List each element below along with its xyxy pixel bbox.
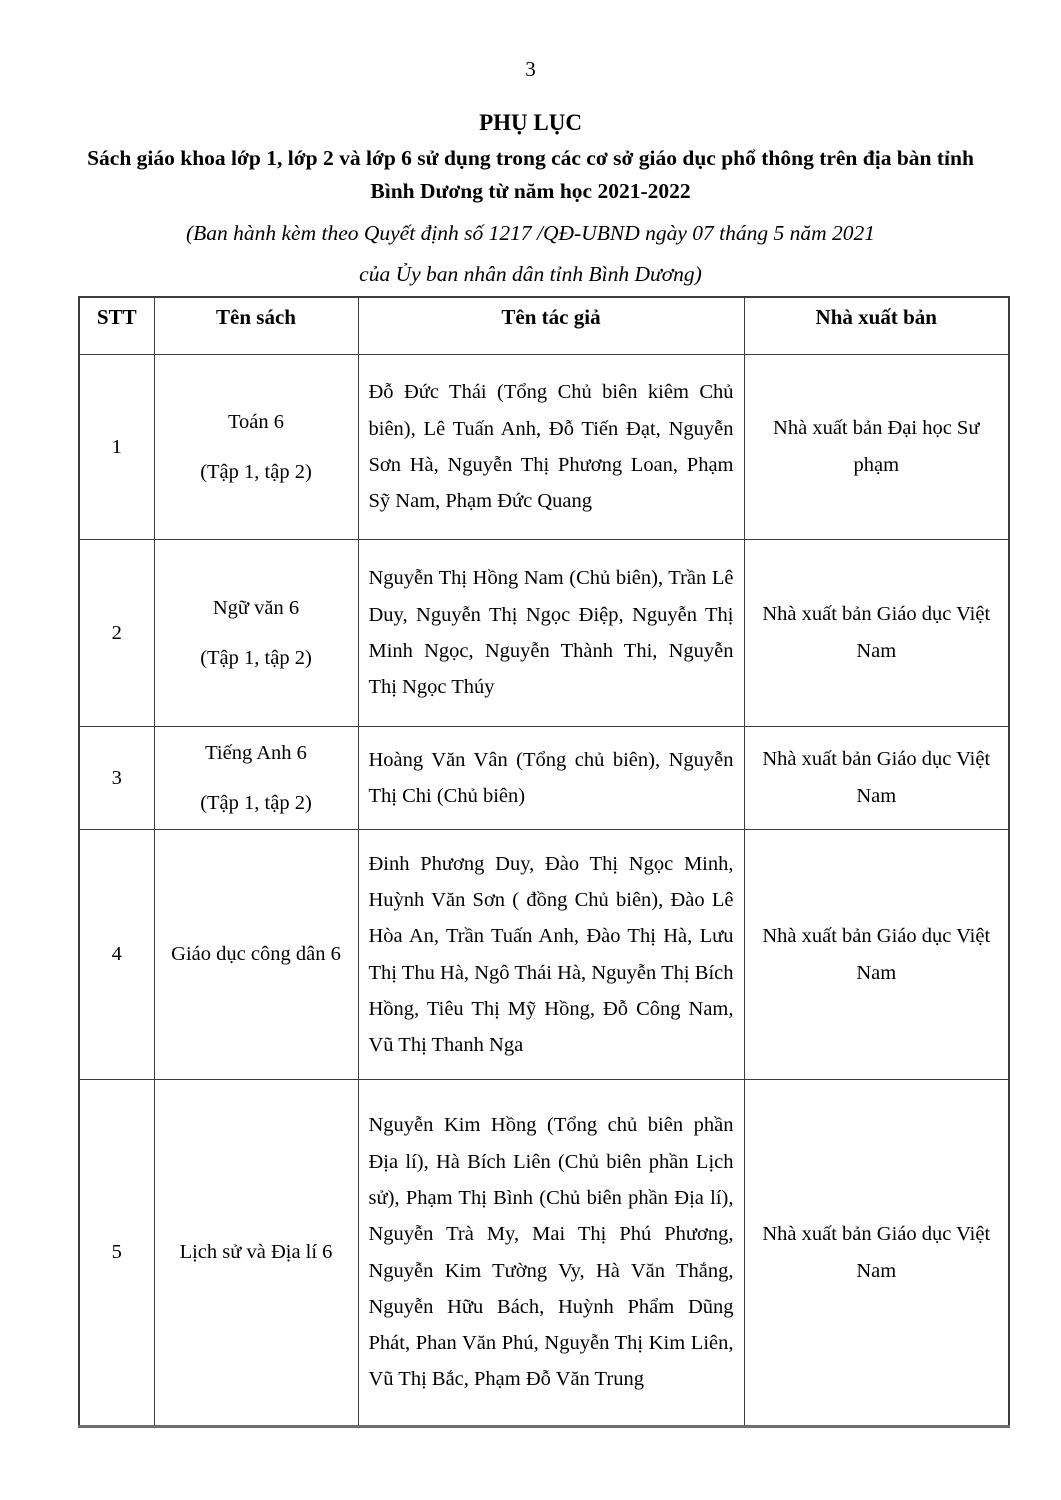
publisher-cell: Nhà xuất bản Giáo dục Việt Nam (744, 540, 1009, 727)
stt-cell: 5 (79, 1080, 154, 1427)
page-number: 3 (525, 57, 536, 81)
header-stt: STT (79, 297, 154, 355)
book-title-line1: Toán 6 (227, 410, 285, 433)
table-header-row (79, 297, 1009, 355)
stt-cell: 4 (79, 830, 154, 1080)
authors-cell: Đinh Phương Duy, Đào Thị Ngọc Minh, Huỳnh Văn Sơn ( đồng Chủ biên), Đào Lê Hòa An, Trần Tuấn Anh, Đào Thị Hà, Lưu Thị Thu Hà, Ngô Thái Hà, Nguyễn Thị Bích Hồng, Tiêu Thị Mỹ Hồng, Đỗ Công Nam, Vũ Thị Thanh Nga (358, 830, 744, 1080)
table-row (79, 830, 1009, 1080)
publisher-cell: Nhà xuất bản Giáo dục Việt Nam (744, 830, 1009, 1080)
book-title-line1: Ngữ văn 6 (212, 596, 300, 619)
authors-cell: Nguyễn Thị Hồng Nam (Chủ biên), Trần Lê Duy, Nguyễn Thị Ngọc Điệp, Nguyễn Thị Minh Ngọc, Nguyễn Thành Thi, Nguyễn Thị Ngọc Thúy (358, 540, 744, 727)
authors-cell: Đỗ Đức Thái (Tổng Chủ biên kiêm Chủ biên), Lê Tuấn Anh, Đỗ Tiến Đạt, Nguyễn Sơn Hà, Nguyễn Thị Phương Loan, Phạm Sỹ Nam, Phạm Đức Quang (358, 355, 744, 540)
publisher-cell: Nhà xuất bản Đại học Sư phạm (744, 355, 1009, 540)
stt-cell: 3 (79, 727, 154, 830)
table-row (79, 1080, 1009, 1427)
book-title-cell (154, 540, 358, 727)
book-title-cell (154, 355, 358, 540)
book-title-line1: Tiếng Anh 6 (205, 741, 307, 764)
stt-cell: 1 (79, 355, 154, 540)
table-row (79, 355, 1009, 540)
book-title-line2: (Tập 1, tập 2) (200, 791, 312, 814)
book-title-cell (154, 1080, 358, 1427)
appendix-title: PHỤ LỤC (479, 110, 582, 135)
publisher-cell: Nhà xuất bản Giáo dục Việt Nam (744, 727, 1009, 830)
book-title-line2: (Tập 1, tập 2) (200, 646, 312, 669)
book-title-cell (154, 727, 358, 830)
book-title-cell (154, 830, 358, 1080)
issuance-note-line2: của Ủy ban nhân dân tỉnh Bình Dương) (359, 262, 702, 286)
publisher-cell: Nhà xuất bản Giáo dục Việt Nam (744, 1080, 1009, 1427)
authors-cell: Nguyễn Kim Hồng (Tổng chủ biên phần Địa lí), Hà Bích Liên (Chủ biên phần Lịch sử), Phạm Thị Bình (Chủ biên phần Địa lí), Nguyễn Trà My, Mai Thị Phú Phương, Nguyễn Kim Tường Vy, Hà Văn Thắng, Nguyễn Hữu Bách, Huỳnh Phẩm Dũng Phát, Phan Văn Phú, Nguyễn Thị Kim Liên, Vũ Thị Bắc, Phạm Đỗ Văn Trung (358, 1080, 744, 1427)
table-row (79, 540, 1009, 727)
document-title: Sách giáo khoa lớp 1, lớp 2 và lớp 6 sử dụng trong các cơ sở giáo dục phổ thông trên địa bàn tỉnh Bình Dương từ năm học 2021-2022 (87, 146, 974, 203)
book-title-line1: Lịch sử và Địa lí 6 (179, 1241, 333, 1264)
header-book-title: Tên sách (154, 297, 358, 355)
book-title-line2: (Tập 1, tập 2) (200, 460, 312, 483)
issuance-note-line1: (Ban hành kèm theo Quyết định số 1217 /QĐ-UBND ngày 07 tháng 5 năm 2021 (185, 221, 876, 245)
book-title-line1: Giáo dục công dân 6 (171, 943, 341, 966)
authors-cell: Hoàng Văn Vân (Tổng chủ biên), Nguyễn Thị Chi (Chủ biên) (358, 727, 744, 830)
table-row (79, 727, 1009, 830)
header-publisher: Nhà xuất bản (744, 297, 1009, 355)
stt-cell: 2 (79, 540, 154, 727)
header-authors: Tên tác giả (358, 297, 744, 355)
textbook-table (78, 296, 1010, 1428)
